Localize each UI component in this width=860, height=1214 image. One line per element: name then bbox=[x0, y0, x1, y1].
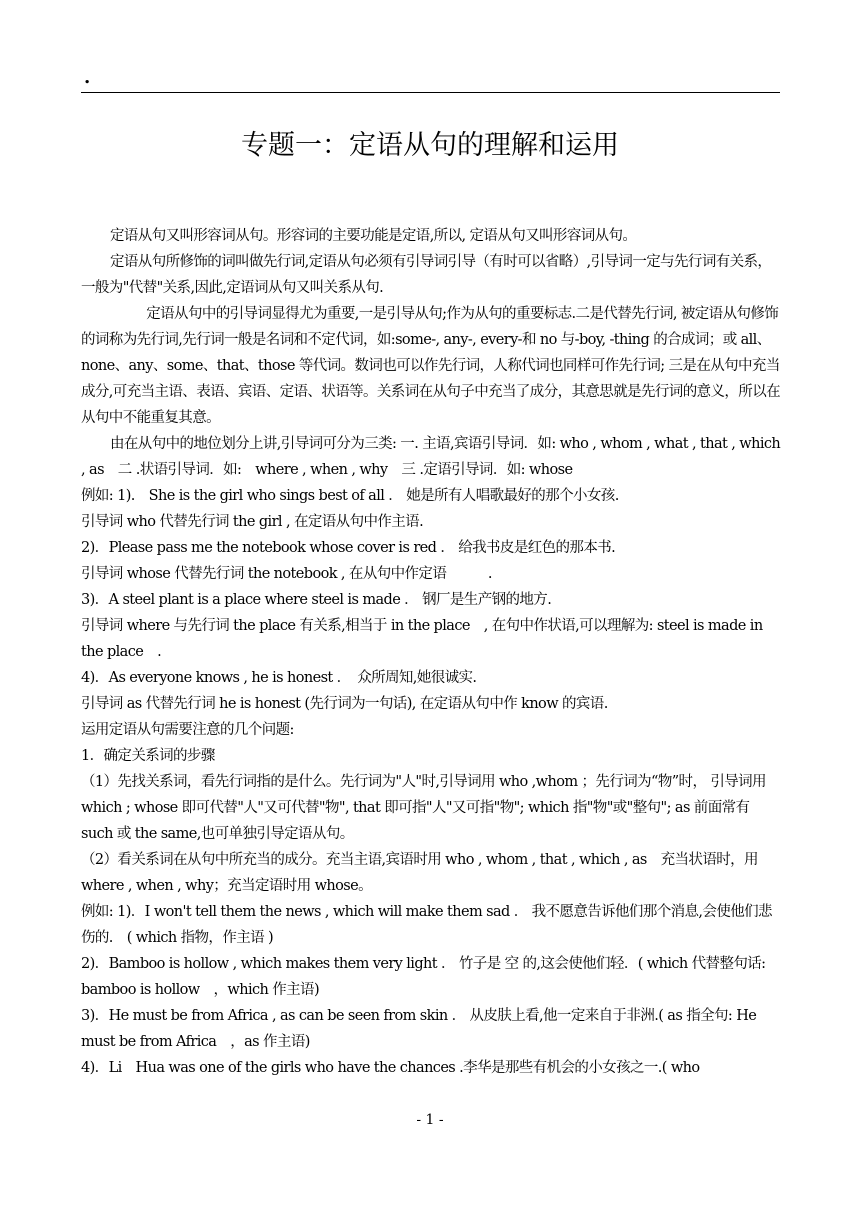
body-paragraph: 引导词 who 代替先行词 the girl , 在定语从句中作主语. bbox=[81, 514, 424, 530]
page-number: - 1 - bbox=[416, 1112, 444, 1128]
body-paragraph: 2)．Bamboo is hollow , which makes them very light ． 竹子是 空 的,这会使他们轻．( which 代替整句话: bamboo is hollow ，which 作主语) bbox=[81, 956, 766, 998]
body-paragraph: 引导词 as 代替先行词 he is honest (先行词为一句话), 在定语从句中作 know 的宾语. bbox=[81, 696, 608, 712]
body-paragraph: 运用定语从句需要注意的几个问题: bbox=[81, 722, 294, 738]
body-paragraph: 3)．A steel plant is a place where steel is made ． 钢厂是生产钢的地方. bbox=[81, 592, 552, 608]
body-paragraph: 由在从句中的地位划分上讲,引导词可分为三类: 一. 主语,宾语引导词．如: who , whom , what , that , which , as 二 .状语引导词．如: where , when , why 三 .定语引导词．如: whose bbox=[81, 436, 781, 478]
body-paragraph: 定语从句所修饰的词叫做先行词,定语从句必须有引导词引导（有时可以省略）,引导词一定与先行词有关系，一般为"代替"关系,因此,定语词从句又叫关系从句. bbox=[81, 254, 772, 296]
document-body bbox=[81, 223, 781, 1081]
body-paragraph: 定语从句又叫形容词从句。形容词的主要功能是定语,所以, 定语从句又叫形容词从句。 bbox=[110, 228, 637, 244]
body-paragraph: 4)．As everyone knows , he is honest ． 众所周知,她很诚实. bbox=[81, 670, 477, 686]
body-paragraph: （2）看关系词在从句中所充当的成分。充当主语,宾语时用 who , whom , that , which , as 充当状语时，用 where , when , why；充当定语时用 whose。 bbox=[81, 852, 758, 894]
body-paragraph: 1．确定关系词的步骤 bbox=[81, 748, 215, 764]
body-paragraph: 例如: 1). She is the girl who sings best of all ． 她是所有人唱歌最好的那个小女孩. bbox=[81, 488, 619, 504]
body-paragraph: 引导词 where 与先行词 the place 有关系,相当于 in the place , 在句中作状语,可以理解为: steel is made in the place . bbox=[81, 618, 763, 660]
page-title: 专题一：定语从句的理解和运用 bbox=[241, 130, 619, 161]
body-paragraph: （1）先找关系词，看先行词指的是什么。先行词为"人"时,引导词用 who ,whom ；先行词为“物”时， 引导词用 which ; whose 即可代替"人"又可代替"物", that 即可指"人"又可指"物"; which 指"物"或"整句"; as 前面常有 such 或 the same,也可单独引导定语从句。 bbox=[81, 774, 766, 842]
body-paragraph: 3)．He must be from Africa , as can be seen from skin ． 从皮肤上看,他一定来自于非洲.( as 指全句: He must be from Africa ，as 作主语) bbox=[81, 1008, 757, 1050]
body-paragraph: 2)．Please pass me the notebook whose cover is red ． 给我书皮是红色的那本书. bbox=[81, 540, 616, 556]
header-mark: . bbox=[84, 67, 91, 88]
header-rule bbox=[81, 92, 780, 93]
body-paragraph: 例如: 1)．I won't tell them the news , which will make them sad ． 我不愿意告诉他们那个消息,会使他们悲伤的. ( which 指物，作主语 ) bbox=[81, 904, 772, 946]
body-paragraph: 定语从句中的引导词显得尤为重要,一是引导从句;作为从句的重要标志.二是代替先行词, 被定语从句修饰的词称为先行词,先行词一般是名词和不定代词，如:some-, any-, every-和 no 与-boy, -thing 的合成词；或 all、none、any、some、that、those 等代词。数词也可以作先行词，人称代词也同样可作先行词; 三是在从句中充当成分,可充当主语、表语、宾语、定语、状语等。关系词在从句子中充当了成分，其意思就是先行词的意义，所以在从句中不能重复其意。 bbox=[81, 306, 781, 426]
body-paragraph: 引导词 whose 代替先行词 the notebook , 在从句中作定语 . bbox=[81, 566, 492, 582]
body-paragraph: 4)．Li Hua was one of the girls who have the chances .李华是那些有机会的小女孩之一.( who bbox=[81, 1060, 700, 1076]
